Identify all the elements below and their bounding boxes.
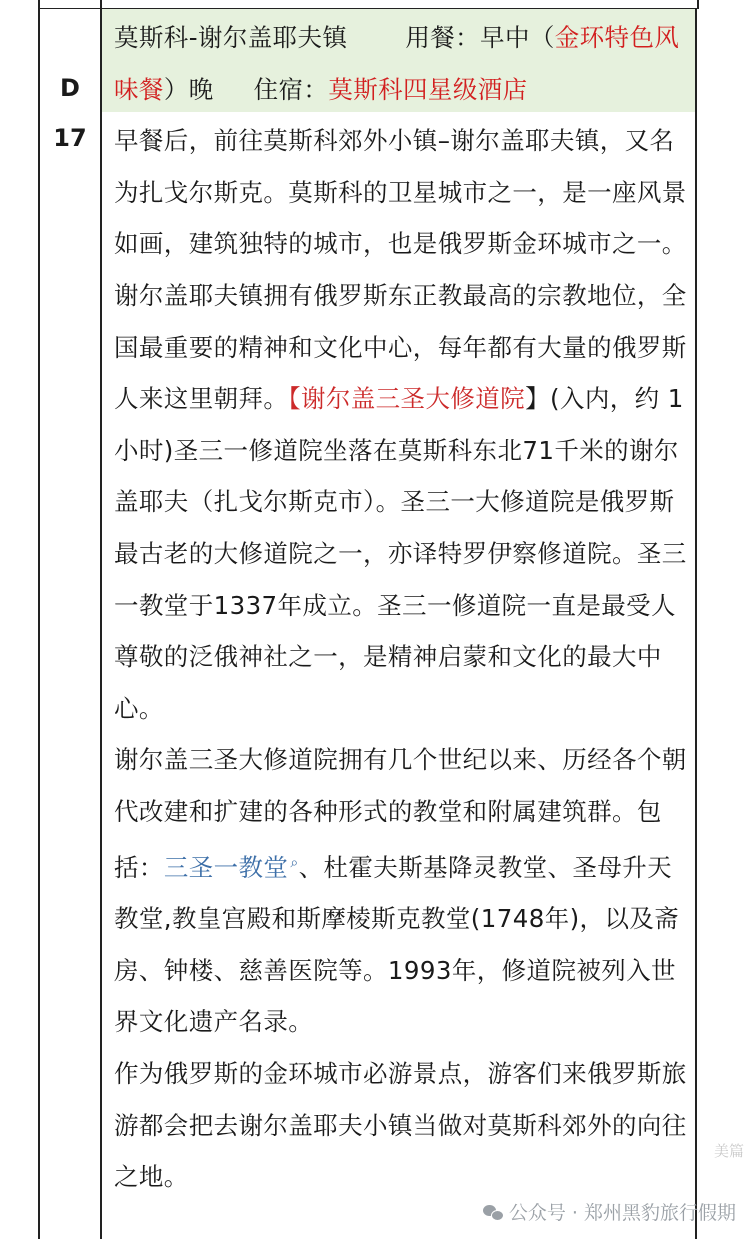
day-number: 17 <box>53 124 87 152</box>
paragraph-2 <box>114 734 694 1048</box>
paragraph-3 <box>114 1048 694 1203</box>
hotel-label: 住宿： <box>253 74 329 104</box>
paragraph-3-text: 作为俄罗斯的金环城市必游景点，游客们来俄罗斯旅游都会把去谢尔盖耶夫小镇当做对莫斯科郊外的向往之地。 <box>114 1059 687 1192</box>
column-divider <box>100 0 102 1239</box>
wechat-watermark <box>483 1198 736 1225</box>
paragraph-1 <box>114 115 694 734</box>
paragraph-1-text-a: 早餐后，前往莫斯科郊外小镇–谢尔盖耶夫镇，又名为扎戈尔斯克。莫斯科的卫星城市之一，是一座风景如画，建筑独特的城市，也是俄罗斯金环城市之一。谢尔盖耶夫镇拥有俄罗斯东正教最高的宗教地位，全国最重要的精神和文化中心，每年都有大量的俄罗斯人来这里朝拜。 <box>114 126 687 414</box>
meal-tail: ）晚 <box>163 74 214 104</box>
paragraph-1-text-b: 】(入内，约 1 小时)圣三一修道院坐落在莫斯科东北71千米的谢尔盖耶夫（扎戈尔斯克市）。圣三一大修道院是俄罗斯最古老的大修道院之一，亦译特罗伊察修道院。圣三一教堂于1337年成立。圣三一修道院一直是最受人尊敬的泛俄神社之一，是精神启蒙和文化的最大中心。 <box>114 384 687 723</box>
day-header <box>114 12 694 115</box>
meal-label: 用餐：早中（ <box>405 23 555 52</box>
meal-highlight-a: 金环特 <box>554 23 630 52</box>
day-letter: D <box>60 74 80 102</box>
hotel-name: 莫斯科四星级酒店 <box>328 74 528 104</box>
watermark-text: 公众号 · 郑州黑豹旅行假期 <box>508 1202 736 1224</box>
search-icon[interactable]: ⌕ <box>290 854 299 871</box>
monastery-highlight: 【谢尔盖三圣大修道院 <box>288 384 526 414</box>
paragraph-2-text-b: 、杜霍夫斯基降灵教堂、圣母升天教堂,教皇宫殿和斯摩棱斯克教堂(1748年)，以及斋房、钟楼、慈善医院等。1993年，修道院被列入世界文化遗产名录。 <box>114 852 680 1037</box>
trinity-church-link[interactable]: 三圣一教堂 <box>163 852 289 882</box>
day-content <box>114 12 694 1203</box>
meal-highlight-b: 色风味餐 <box>114 23 680 104</box>
paragraph-2-text-a: 谢尔盖三圣大修道院拥有几个世纪以来、历经各个朝代改建和扩建的各种形式的教堂和附属建筑群。包括： <box>114 745 687 882</box>
route-title: 莫斯科-谢尔盖耶夫镇 <box>114 23 348 52</box>
wechat-icon <box>483 1204 503 1220</box>
corner-watermark: 美篇 <box>713 1142 744 1160</box>
